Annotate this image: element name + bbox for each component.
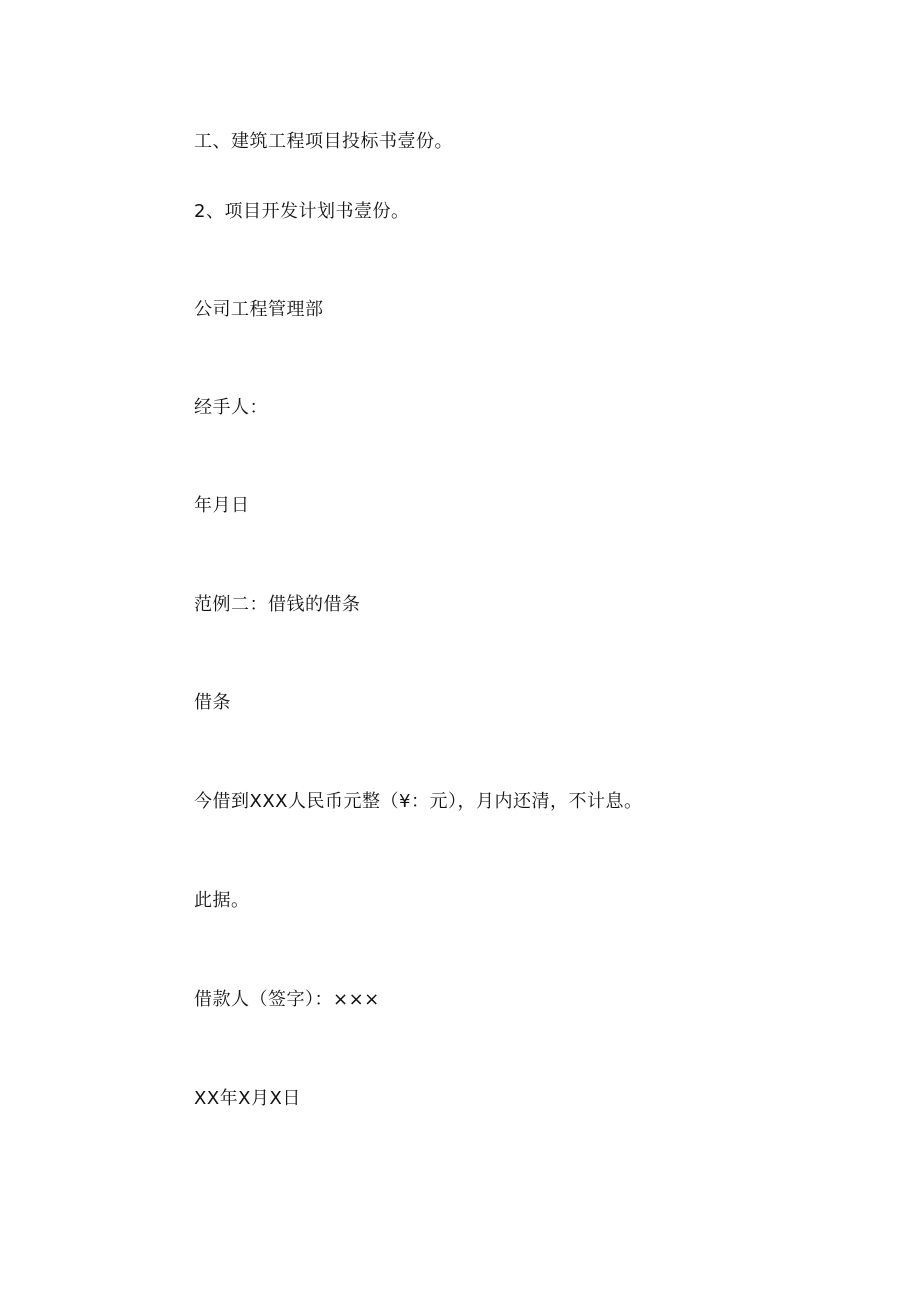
iou-body: 今借到XXX人民币元整（¥：元），月内还清，不计息。 xyxy=(194,791,643,812)
iou-date: XX年X月X日 xyxy=(194,1088,301,1109)
attachment-item-1: 工、建筑工程项目投标书壹份。 xyxy=(194,131,453,152)
date-line: 年月日 xyxy=(194,495,250,516)
issuing-department: 公司工程管理部 xyxy=(194,299,324,320)
attachment-item-2: 2、项目开发计划书壹份。 xyxy=(194,201,410,222)
iou-closing: 此据。 xyxy=(194,890,250,911)
borrower-signature: 借款人（签字）：××× xyxy=(194,989,380,1010)
handler-label: 经手人： xyxy=(194,397,268,418)
example-heading: 范例二：借钱的借条 xyxy=(194,594,361,615)
iou-title: 借条 xyxy=(194,692,231,713)
